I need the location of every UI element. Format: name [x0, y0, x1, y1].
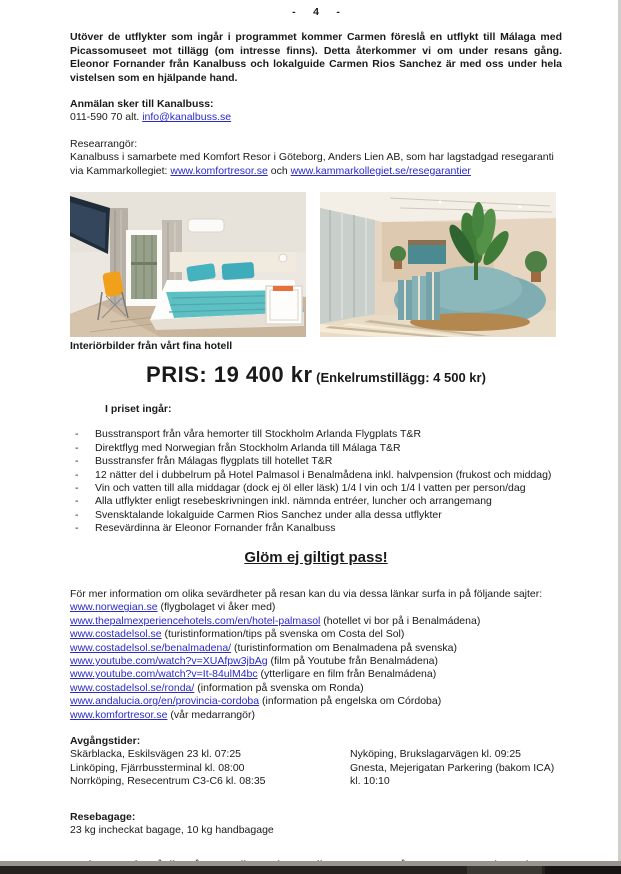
signup-contact — [70, 111, 562, 124]
bullet-marker: - — [75, 508, 79, 521]
include-item-text: Busstransport från våra hemorter till Stockholm Arlanda Flygplats T&R — [95, 428, 422, 441]
departures-section — [70, 735, 562, 789]
intro-paragraph: Utöver de utflykter som ingår i programmet kommer Carmen föreslå en utflykt till Málaga med Picassomuseet mot tillägg (om intresse finns). Detta återkommer vi om under resans gång. Eleonor Fornander från Kanalbuss och lokalguide Carmen Rios Sanchez är med oss under hela vistelsen som en hjälpande hand. — [70, 31, 562, 84]
departures-right-column — [350, 748, 562, 788]
include-item-text: Direktflyg med Norwegian från Stockholm Arlanda till Málaga T&R — [95, 441, 401, 454]
bullet-marker: - — [75, 468, 79, 481]
komfortresor-footer-link[interactable]: www.komfortresor.se — [70, 708, 168, 721]
organizer-heading: Researrangör: — [70, 137, 138, 150]
organizer-connector: och — [267, 164, 291, 177]
bullet-marker: - — [75, 481, 79, 494]
include-item-text: Resevärdinna är Eleonor Fornander från Kanalbuss — [95, 522, 336, 535]
list-item — [70, 455, 562, 468]
signup-section — [70, 98, 562, 125]
bullet-marker: - — [75, 441, 79, 454]
link-line — [70, 709, 562, 722]
link-line — [70, 615, 562, 628]
photo-caption: Interiörbilder från vårt fina hotell — [70, 340, 233, 353]
link-desc: (hotellet vi bor på i Benalmádena) — [320, 614, 481, 627]
link-line — [70, 682, 562, 695]
norwegian-link[interactable]: www.norwegian.se — [70, 601, 158, 614]
hotel-lobby-illustration — [320, 192, 556, 337]
bullet-marker: - — [75, 495, 79, 508]
link-line — [70, 642, 562, 655]
departure-stop: Skärblacka, Eskilsvägen 23 kl. 07:25 — [70, 748, 242, 761]
link-line — [70, 655, 562, 668]
links-intro: För mer information om olika sevärdheter på resan kan du via dessa länkar surfa in på följande sajter: — [70, 587, 543, 600]
price-supplement: (Enkelrumstillägg: 4 500 kr) — [312, 370, 486, 386]
link-desc: (flygbolaget vi åker med) — [157, 601, 276, 614]
list-item — [70, 469, 562, 482]
list-item — [70, 482, 562, 495]
link-desc: (turistinformation/tips på svenska om Costa del Sol) — [161, 628, 405, 641]
organizer-line1: Kanalbuss i samarbete med Komfort Resor i Göteborg, Anders Lien AB, som har lagstadgad resegaranti — [70, 151, 554, 164]
organizer-section — [70, 138, 562, 178]
include-item-text: Vin och vatten till alla middagar (dock ej öl eller läsk) 1/4 l vin och 1/4 l vatten per person/dag — [95, 481, 526, 494]
hotel-lobby-photo — [320, 192, 556, 337]
page-number: - 4 - — [292, 6, 340, 18]
departure-stop: Nyköping, Brukslagarvägen kl. 09:25 — [350, 748, 522, 761]
signup-heading: Anmälan sker till Kanalbuss: — [70, 98, 214, 111]
link-line — [70, 695, 562, 708]
includes-section — [70, 403, 562, 536]
departure-stop: Norrköping, Resecentrum C3-C6 kl. 08:35 — [70, 775, 266, 788]
taskbar-segment — [545, 866, 621, 874]
list-item — [70, 522, 562, 535]
link-desc: (film på Youtube från Benalmádena) — [267, 654, 439, 667]
bullet-marker: - — [75, 455, 79, 468]
hotel-bedroom-photo — [70, 192, 306, 337]
link-desc: (ytterligare en film från Benalmádena) — [257, 668, 437, 681]
taskbar-segment — [467, 866, 542, 874]
document-content — [70, 6, 562, 873]
link-line — [70, 628, 562, 641]
includes-heading: I priset ingår: — [105, 402, 172, 415]
benalmadena-link[interactable]: www.costadelsol.se/benalmadena/ — [70, 641, 232, 654]
youtube-film-link[interactable]: www.youtube.com/watch?v=XUAfpw3jbAg — [70, 654, 268, 667]
link-desc: (information på svenska om Ronda) — [194, 681, 364, 694]
link-desc: (vår medarrangör) — [167, 708, 255, 721]
include-item-text: Alla utflykter enligt resebeskrivningen inkl. nämnda entréer, luncher och arrangemang — [95, 495, 492, 508]
departures-columns — [70, 748, 562, 788]
organizer-line2 — [70, 165, 562, 178]
costadelsol-link[interactable]: www.costadelsol.se — [70, 628, 162, 641]
bullet-marker: - — [75, 428, 79, 441]
list-item — [70, 509, 562, 522]
signup-phone: 011-590 70 alt. — [70, 111, 143, 124]
hotel-photos — [70, 192, 562, 337]
departures-left-column — [70, 748, 350, 788]
hotel-palmasol-link[interactable]: www.thepalmexperiencehotels.com/en/hotel-palmasol — [70, 614, 321, 627]
link-line — [70, 668, 562, 681]
email-link[interactable]: info@kanalbuss.se — [142, 111, 232, 124]
list-item — [70, 442, 562, 455]
hotel-bedroom-illustration — [70, 192, 306, 337]
youtube-film-2-link[interactable]: www.youtube.com/watch?v=It-84ulM4bc — [70, 668, 258, 681]
include-item-text: Busstransfer från Málagas flygplats till hotellet T&R — [95, 455, 333, 468]
link-desc: (turistinformation om Benalmadena på svenska) — [231, 641, 457, 654]
departure-stop: Gnesta, Mejerigatan Parkering (bakom ICA) kl. 10:10 — [350, 761, 555, 788]
include-item-text: 12 nätter del i dubbelrum på Hotel Palmasol i Benalmådena inkl. halvpension (frukost och middag) — [95, 468, 552, 481]
departures-heading: Avgångstider: — [70, 735, 141, 747]
baggage-heading: Resebagage: — [70, 810, 136, 823]
ronda-link[interactable]: www.costadelsol.se/ronda/ — [70, 681, 195, 694]
departure-stop: Linköping, Fjärrbussterminal kl. 08:00 — [70, 761, 245, 774]
list-item — [70, 428, 562, 441]
links-section — [70, 588, 562, 722]
link-desc: (information på engelska om Córdoba) — [259, 695, 442, 708]
komfortresor-link[interactable]: www.komfortresor.se — [170, 164, 268, 177]
link-line — [70, 601, 562, 614]
baggage-text: 23 kg incheckat bagage, 10 kg handbagage — [70, 824, 274, 837]
cordoba-link[interactable]: www.andalucia.org/en/provincia-cordoba — [70, 695, 260, 708]
baggage-section — [70, 811, 562, 838]
include-item-text: Svensktalande lokalguide Carmen Rios Sanchez under alla dessa utflykter — [95, 508, 442, 521]
price-main: PRIS: 19 400 kr — [146, 362, 313, 388]
passport-notice: Glöm ej giltigt pass! — [244, 548, 388, 566]
kammarkollegiet-link[interactable]: www.kammarkollegiet.se/resegarantier — [290, 164, 471, 177]
list-item — [70, 495, 562, 508]
bullet-marker: - — [75, 522, 79, 535]
price-line — [70, 362, 562, 388]
organizer-line2-prefix: via Kammarkollegiet: — [70, 164, 171, 177]
